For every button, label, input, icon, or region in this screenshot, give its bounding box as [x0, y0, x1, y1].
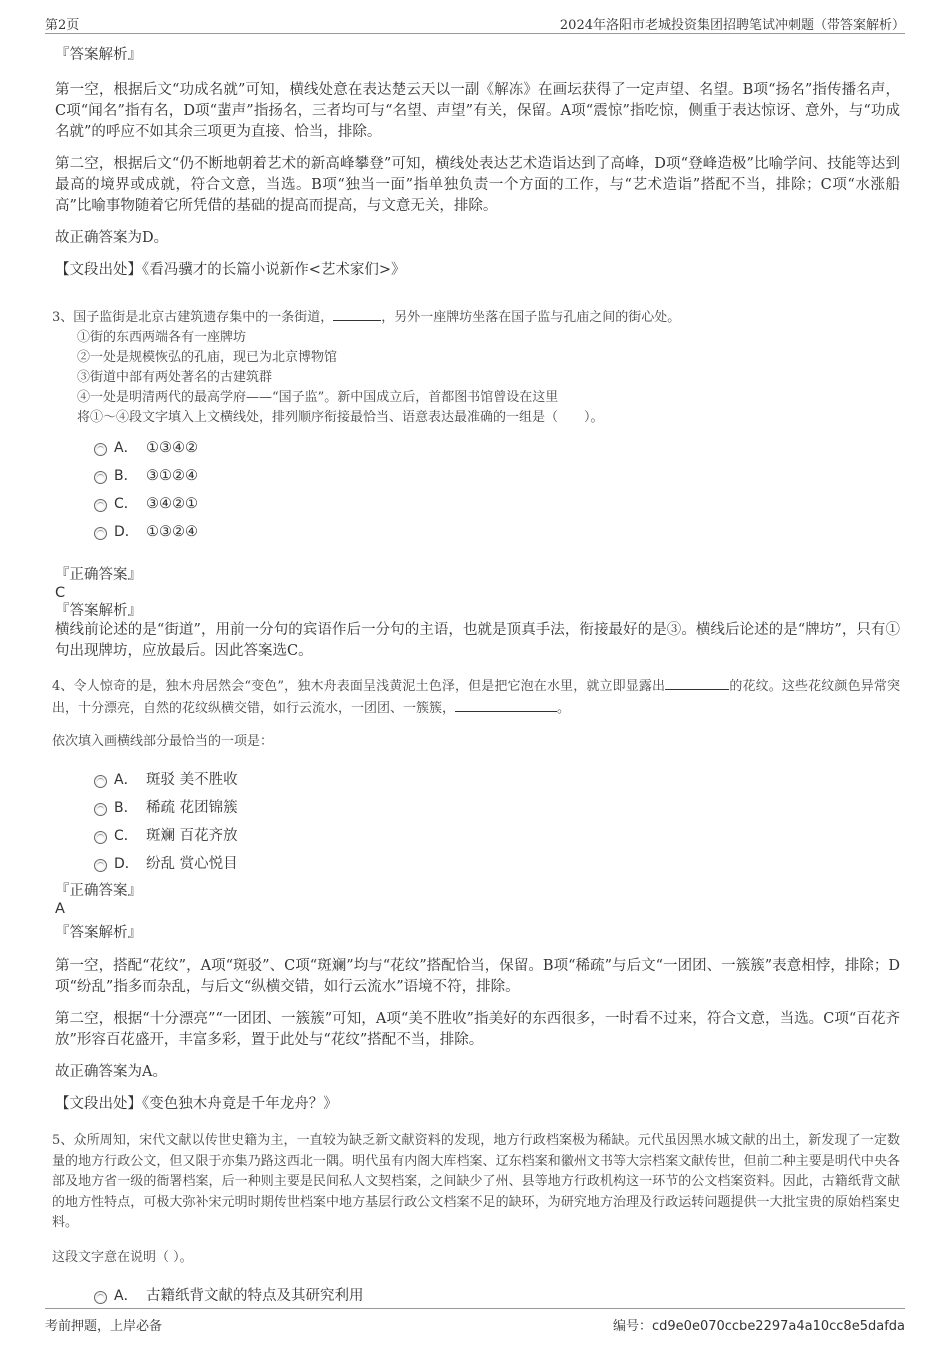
q3-stem-before: 3、国子监街是北京古建筑遗存集中的一条街道， [52, 310, 334, 325]
q3-item-3: ③街道中部有两处著名的古建筑群 [77, 370, 273, 385]
option-text: 古籍纸背文献的特点及其研究利用 [146, 1287, 364, 1304]
q3-answer-label: 『正确答案』 [55, 567, 142, 583]
q3-analysis-label: 『答案解析』 [55, 603, 142, 619]
q4-answer: A [55, 901, 65, 917]
q4-instruction: 依次填入画横线部分最恰当的一项是： [52, 734, 274, 749]
option-letter: B． [114, 800, 138, 816]
q3-analysis: 横线前论述的是“街道”，用前一分句的宾语作后一分句的主语，也就是顶真手法，衔接最好的是③。横线后论述的是“牌坊”，只有①句出现牌坊，应放最后。因此答案选C。 [55, 622, 900, 659]
option-letter: B． [114, 468, 138, 484]
option-text: ③④②① [146, 496, 198, 512]
q2-analysis-para-2: 第二空，根据后文“仍不断地朝着艺术的新高峰攀登”可知，横线处表达艺术造诣达到了高峰，D项“登峰造极”比喻学问、技能等达到最高的境界或成就，符合文意，当选。B项“独当一面”指单独负责一个方面的工作，与“艺术造诣”搭配不当，排除；C项“水涨船高”比喻事物随着它所凭借的基础的提高而提高，与文意无关，排除。 [55, 156, 900, 214]
page-content [52, 44, 900, 1310]
q4-source: 【文段出处】《变色独木舟竟是千年龙舟？》 [55, 1096, 338, 1112]
q4-answer-label: 『正确答案』 [55, 883, 142, 899]
q2-source: 【文段出处】《看冯骥才的长篇小说新作<艺术家们>》 [55, 262, 406, 278]
q3-stem [52, 307, 900, 328]
q3-option-c[interactable] [52, 490, 900, 518]
q2-analysis-para-1: 第一空，根据后文“功成名就”可知，横线处意在表达楚云天以一副《解冻》在画坛获得了一定声望、名望。B项“扬名”指传播名声，C项“闻名”指有名，D项“蜚声”指扬名，三者均可与“名望、声望”有关，保留。A项“震惊”指吃惊，侧重于表达惊讶、意外，与“功成名就”的呼应不如其余三项更为直接、恰当，排除。 [55, 82, 900, 140]
footer-slogan: 考前押题，上岸必备 [45, 1319, 163, 1334]
q4-blank-1 [665, 676, 729, 690]
q3-option-d[interactable] [52, 518, 900, 546]
option-text: 斑驳 美不胜收 [146, 772, 238, 788]
page-header [45, 12, 905, 34]
document-title: 2024年洛阳市老城投资集团招聘笔试冲刺题（带答案解析） [559, 18, 905, 33]
q4-stem [52, 676, 900, 720]
option-letter: D． [114, 856, 139, 872]
radio-button-icon[interactable] [94, 859, 107, 872]
option-text: ③①②④ [146, 468, 198, 484]
q5-option-a[interactable] [52, 1282, 900, 1310]
option-letter: A． [114, 772, 138, 788]
q3-option-b[interactable] [52, 462, 900, 490]
q3-stem-after: ，另外一座牌坊坐落在国子监与孔庙之间的街心处。 [381, 310, 681, 325]
radio-button-icon[interactable] [94, 471, 107, 484]
radio-button-icon[interactable] [94, 443, 107, 456]
radio-button-icon[interactable] [94, 527, 107, 540]
q2-analysis-section [55, 44, 900, 281]
q5-stem: 5、众所周知，宋代文献以传世史籍为主，一直较为缺乏新文献资料的发现，地方行政档案极为稀缺。元代虽因黑水城文献的出土，新发现了一定数量的地方行政公文，但又限于亦集乃路这西北一隅。明代虽有内阁大库档案、辽东档案和徽州文书等大宗档案文献传世，但前二种主要是明代中央各部及地方省一级的衙署档案，后一种则主要是民间私人文契档案，之间缺少了州、县等地方行政机构这一环节的公文档案资料。因此，古籍纸背文献的地方性特点，可极大弥补宋元明时期传世档案中地方基层行政公文档案不足的缺环，为研究地方治理及行政运转问题提供一大批宝贵的原始档案史料。 [52, 1133, 900, 1230]
q4-option-c[interactable] [52, 822, 900, 850]
radio-button-icon[interactable] [94, 775, 107, 788]
radio-button-icon[interactable] [94, 803, 107, 816]
option-text: 纷乱 赏心悦目 [146, 856, 238, 872]
option-text: ①③④② [146, 440, 198, 456]
q3-item-4: ④一处是明清两代的最高学府——“国子监”。新中国成立后，首都图书馆曾设在这里 [77, 390, 559, 405]
option-letter: A． [114, 1287, 138, 1304]
question-4 [52, 676, 900, 1115]
radio-button-icon[interactable] [94, 831, 107, 844]
question-5 [52, 1131, 900, 1310]
q3-option-a[interactable] [52, 434, 900, 462]
option-text: ①③②④ [146, 524, 198, 540]
page-footer [45, 1308, 905, 1334]
document-id: 编号：cd9e0e070ccbe2297a4a10cc8e5dafda [613, 1319, 905, 1334]
option-letter: D． [114, 524, 139, 540]
question-3 [52, 307, 900, 662]
q4-analysis-label: 『答案解析』 [55, 925, 142, 941]
option-letter: C． [114, 828, 138, 844]
q4-analysis-para-1: 第一空，搭配“花纹”，A项“斑驳”、C项“斑斓”均与“花纹”搭配恰当，保留。B项“稀疏”与后文“一团团、一簇簇”表意相悖，排除；D项“纷乱”指多而杂乱，与后文“纵横交错，如行云流水”语境不符，排除。 [55, 958, 900, 995]
q4-stem-part-1: 4、令人惊奇的是，独木舟居然会“变色”，独木舟表面呈浅黄泥土色泽，但是把它泡在水里，就立即显露出 [52, 679, 666, 694]
q4-stem-part-3: 。 [557, 701, 571, 716]
q3-answer: C [55, 585, 66, 601]
q3-item-2: ②一处是规模恢弘的孔庙，现已为北京博物馆 [77, 350, 338, 365]
q5-instruction: 这段文字意在说明（ ）。 [52, 1249, 193, 1265]
q4-option-d[interactable] [52, 850, 900, 878]
q2-conclusion: 故正确答案为D。 [55, 230, 169, 246]
option-letter: C． [114, 496, 138, 512]
q4-analysis-para-2: 第二空，根据“十分漂亮”“一团团、一簇簇”可知，A项“美不胜收”指美好的东西很多，一时看不过来，符合文意，当选。C项“百花齐放”形容百花盛开，丰富多彩，置于此处与“花纹”搭配不当，排除。 [55, 1011, 900, 1048]
option-text: 斑斓 百花齐放 [146, 828, 238, 844]
q4-option-b[interactable] [52, 794, 900, 822]
q4-stem-part-2: 的花纹。这些花纹颜色异常突出，十分漂亮，自然的花纹纵横交错，如行云流水，一团团、一簇簇， [52, 679, 900, 716]
option-letter: A． [114, 440, 138, 456]
radio-button-icon[interactable] [94, 499, 107, 512]
q3-item-1: ①街的东西两端各有一座牌坊 [77, 330, 247, 345]
q4-option-a[interactable] [52, 766, 900, 794]
radio-button-icon[interactable] [94, 1291, 107, 1304]
q2-analysis-label: 『答案解析』 [55, 47, 142, 63]
option-text: 稀疏 花团锦簇 [146, 800, 238, 816]
q4-conclusion: 故正确答案为A。 [55, 1064, 167, 1080]
q3-instruction: 将①～④段文字填入上文横线处，排列顺序衔接最恰当、语意表达最准确的一组是（ ）。 [77, 410, 604, 425]
q4-blank-2 [455, 698, 557, 712]
q3-blank [333, 307, 381, 321]
page-number: 第2页 [45, 18, 80, 33]
